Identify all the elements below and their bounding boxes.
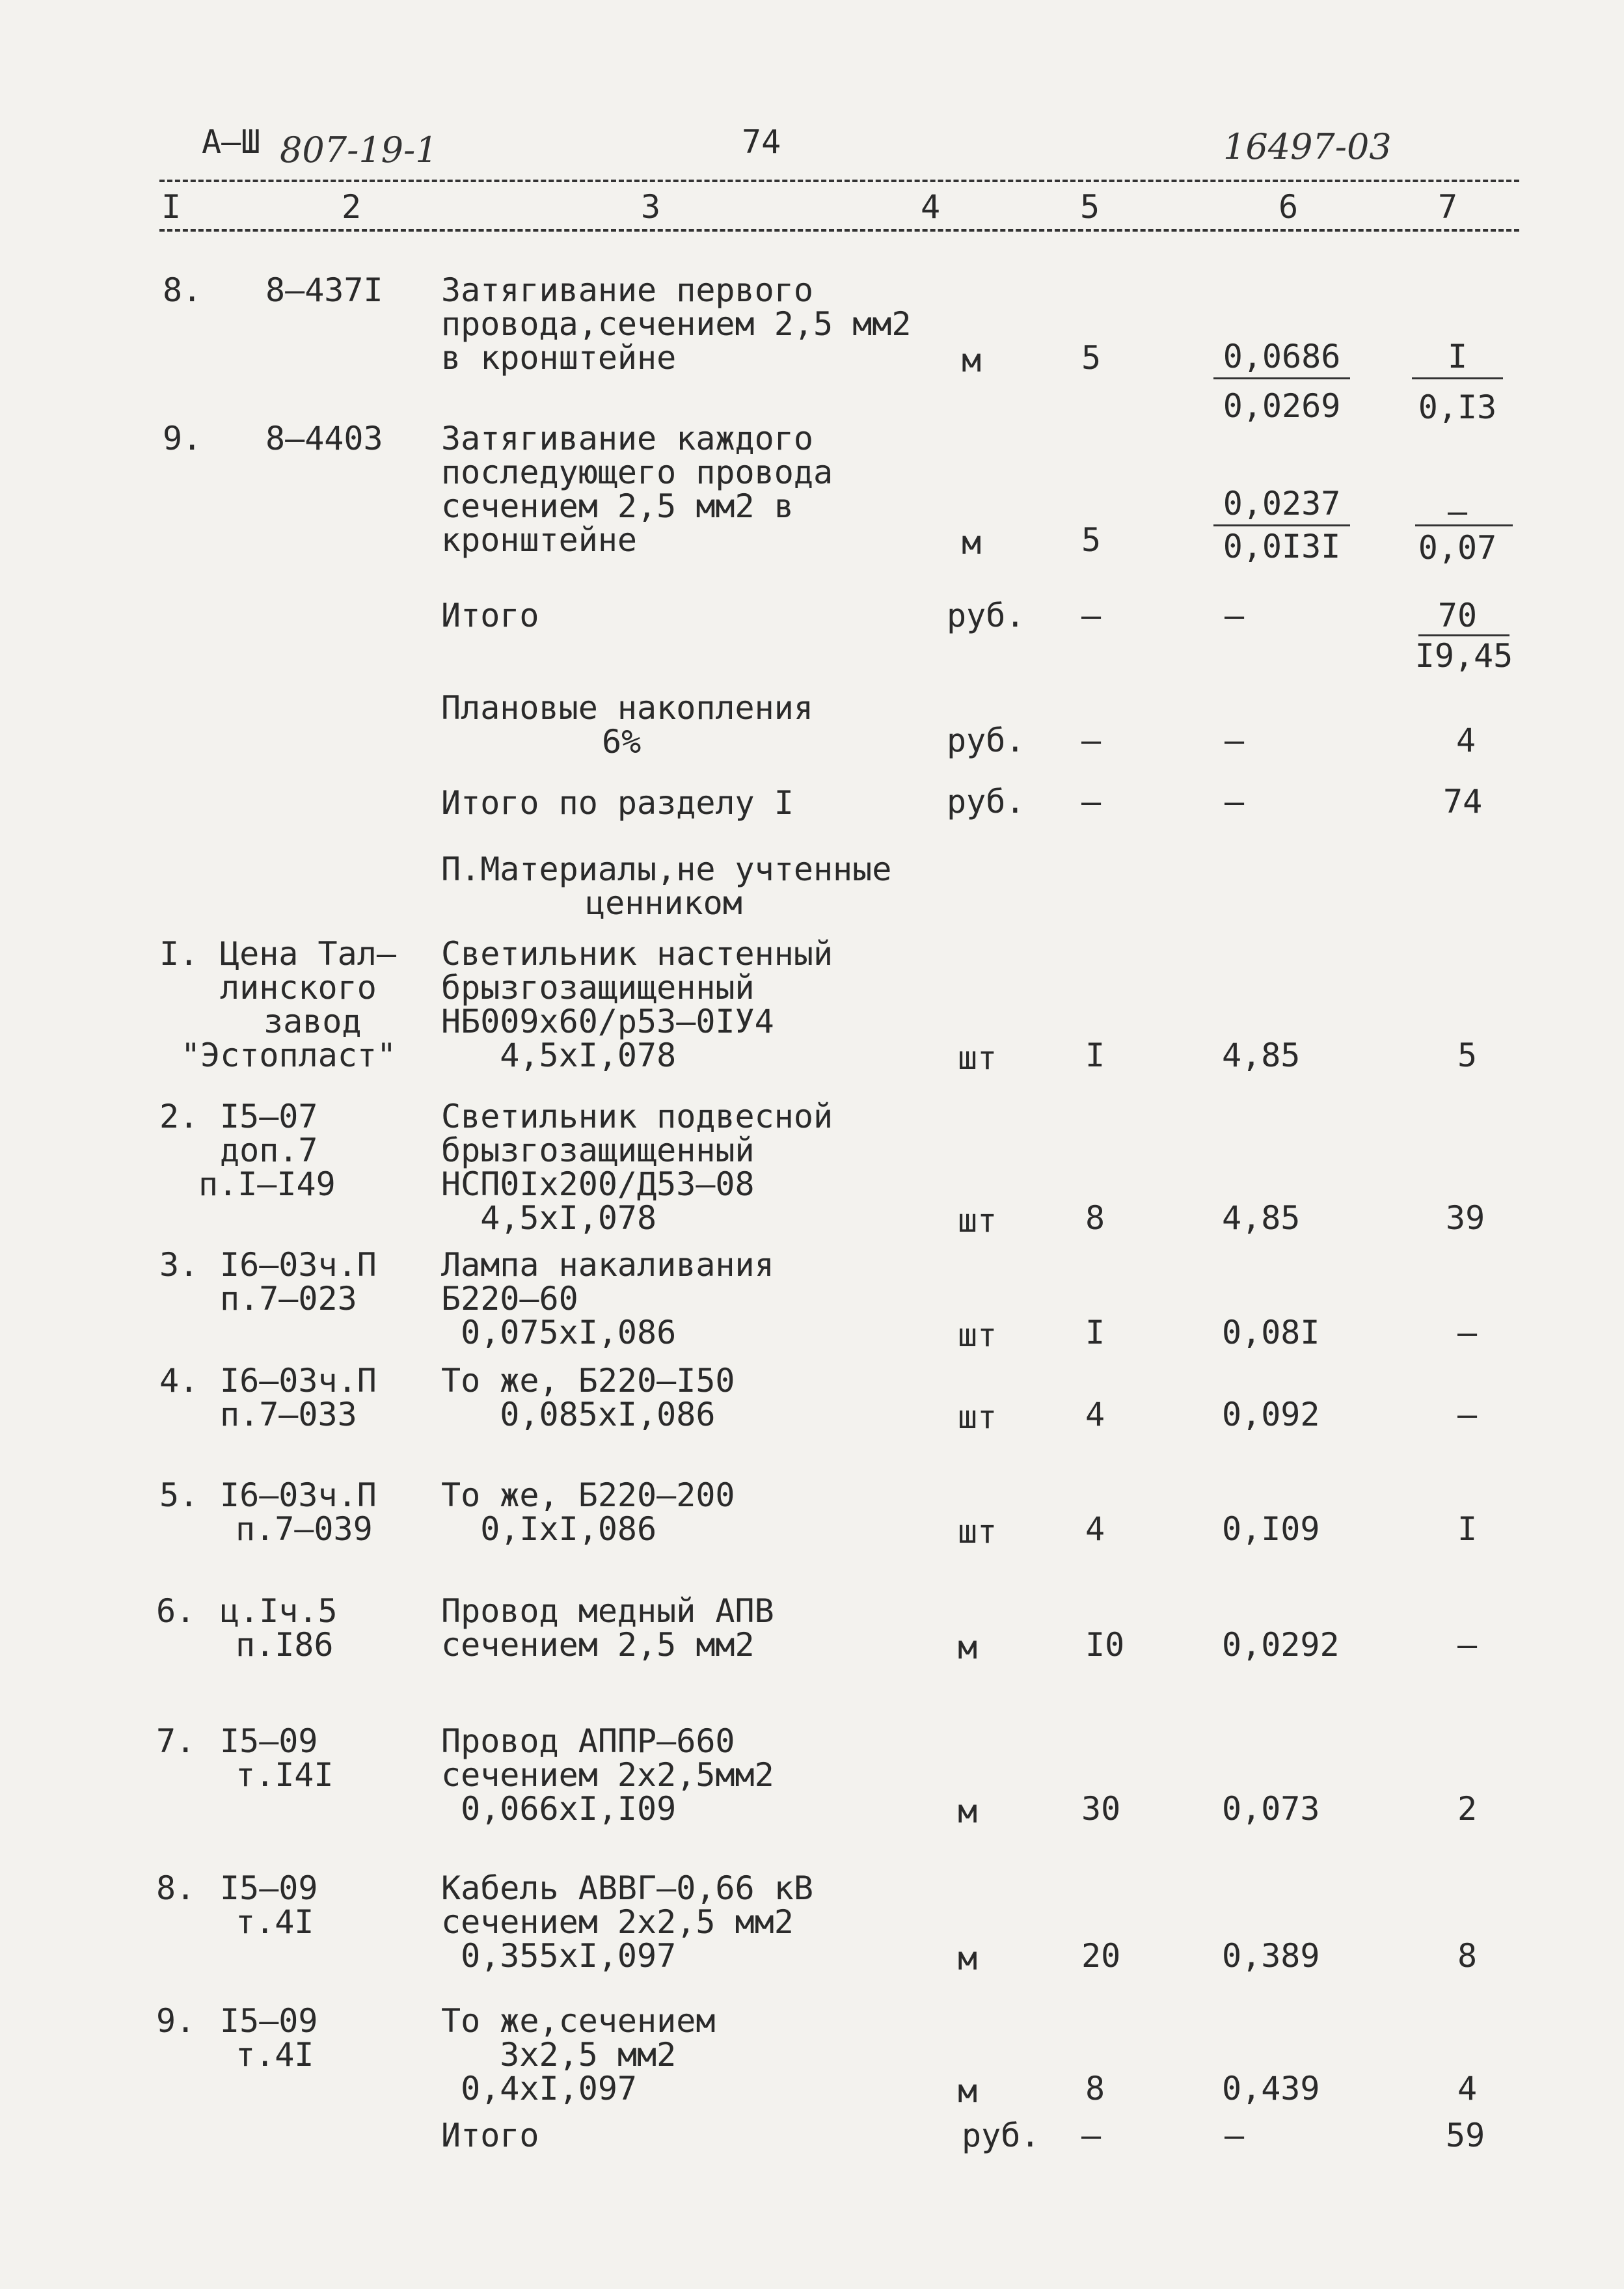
row-description-line: 3х2,5 мм2: [441, 2036, 677, 2074]
row-unit: м: [958, 2072, 978, 2110]
row-unit: шт: [958, 1398, 997, 1436]
row-description-line: в кронштейне: [441, 339, 677, 377]
row-unit: м: [958, 1940, 978, 1977]
total-numerator: –: [1447, 493, 1468, 530]
planned-savings-percent: 6%: [602, 723, 642, 761]
row-quantity: 30: [1081, 1790, 1121, 1828]
subtotal-quantity: –: [1081, 597, 1102, 634]
row-description-line: 0,085хI,086: [441, 1396, 716, 1433]
page-number: 74: [742, 123, 781, 161]
row-code: п.7–023: [220, 1280, 357, 1318]
planned-savings-label: Плановые накопления: [441, 689, 813, 727]
row-code: I6–03ч.П: [220, 1476, 377, 1514]
row-code: доп.7: [220, 1131, 318, 1169]
final-total-price: –: [1225, 2117, 1245, 2154]
section-total-value: 74: [1443, 783, 1483, 820]
subtotal-denominator: I9,45: [1414, 637, 1513, 675]
row-number: 7.: [156, 1722, 196, 1760]
row-description-line: 0,IхI,086: [441, 1510, 657, 1548]
column-header-3: 3: [641, 188, 661, 226]
row-code: I5–07: [220, 1098, 318, 1135]
fraction-line: [1415, 524, 1513, 526]
document-number: 16497-03: [1223, 126, 1392, 167]
fraction-line: [1213, 524, 1350, 526]
row-code: I5–09: [220, 1722, 318, 1760]
subtotal-label: Итого: [441, 597, 539, 634]
column-header-5: 5: [1080, 188, 1100, 226]
row-code: п.I86: [236, 1626, 334, 1664]
planned-savings-total: 4: [1456, 722, 1476, 759]
row-description-line: То же, Б220–I50: [441, 1362, 735, 1400]
final-total-quantity: –: [1081, 2117, 1102, 2154]
planned-savings-unit: руб.: [947, 722, 1025, 759]
row-quantity: 8: [1085, 1199, 1105, 1237]
row-description-line: Светильник подвесной: [441, 1098, 833, 1135]
row-description-line: НСП0Iх200/Д53–08: [441, 1165, 755, 1203]
row-description-line: 0,066хI,I09: [441, 1790, 677, 1828]
row-description-line: 4,5хI,078: [441, 1036, 677, 1074]
row-description-line: сечением 2,5 мм2 в: [441, 487, 794, 525]
column-header-4: 4: [921, 188, 941, 226]
row-description-line: сечением 2х2,5 мм2: [441, 1903, 794, 1941]
section-title: П.Материалы,не учтенные: [441, 850, 892, 888]
row-total: –: [1457, 1314, 1478, 1351]
row-price: 0,389: [1222, 1937, 1320, 1975]
row-description-line: последующего провода: [441, 454, 833, 491]
project-code: 807-19-1: [280, 129, 438, 170]
row-unit: шт: [958, 1316, 997, 1354]
row-code: I5–09: [220, 1869, 318, 1907]
row-quantity: 5: [1081, 521, 1102, 559]
total-denominator: 0,07: [1418, 529, 1497, 567]
subtotal-numerator: 70: [1437, 597, 1478, 634]
row-total: 5: [1457, 1036, 1478, 1074]
row-quantity: I: [1085, 1314, 1105, 1351]
price-denominator: 0,0I3I: [1223, 528, 1341, 565]
row-total: –: [1457, 1396, 1478, 1433]
row-description-line: Провод АППР–660: [441, 1722, 735, 1760]
row-description-line: брызгозащищенный: [441, 1131, 755, 1169]
column-header-6: 6: [1279, 188, 1299, 226]
row-code: I6–03ч.П: [220, 1246, 377, 1284]
column-header-1: I: [161, 188, 182, 226]
row-number: 8.: [163, 271, 202, 309]
row-unit: м: [958, 1793, 978, 1830]
row-price: 0,439: [1222, 2070, 1320, 2107]
subtotal-price: –: [1225, 597, 1245, 634]
fraction-line: [1418, 634, 1509, 636]
sheet-code: А–Ш: [202, 123, 261, 161]
row-code: завод: [264, 1003, 362, 1040]
column-header-7: 7: [1438, 188, 1458, 226]
header-rule-bottom: [159, 229, 1519, 232]
row-number: 5.: [159, 1476, 199, 1514]
row-code: "Эстопласт": [181, 1036, 397, 1074]
row-code: п.7–039: [236, 1510, 373, 1548]
row-description-line: Светильник настенный: [441, 935, 833, 973]
row-quantity: 4: [1085, 1396, 1105, 1433]
price-numerator: 0,0686: [1223, 338, 1341, 375]
final-total-unit: руб.: [962, 2117, 1040, 2154]
row-description-line: НБ009х60/р53–0IУ4: [441, 1003, 774, 1040]
section-total-unit: руб.: [947, 783, 1025, 820]
row-description-line: 0,4хI,097: [441, 2070, 638, 2107]
row-price: 4,85: [1222, 1199, 1301, 1237]
header-rule-top: [159, 180, 1519, 182]
row-code: Цена Тал–: [220, 935, 396, 973]
row-price: 0,073: [1222, 1790, 1320, 1828]
row-code: I6–03ч.П: [220, 1362, 377, 1400]
row-description-line: кронштейне: [441, 521, 638, 559]
fraction-line: [1213, 377, 1350, 379]
row-code: т.4I: [236, 1903, 314, 1941]
row-price: 4,85: [1222, 1036, 1301, 1074]
row-unit: м: [962, 524, 982, 562]
row-description-line: сечением 2х2,5мм2: [441, 1756, 774, 1794]
row-price: 0,08I: [1222, 1314, 1320, 1351]
row-price: 0,092: [1222, 1396, 1320, 1433]
row-description-line: То же,сечением: [441, 2002, 716, 2040]
row-quantity: I0: [1085, 1626, 1125, 1664]
row-quantity: 20: [1081, 1937, 1121, 1975]
row-number: I.: [159, 935, 199, 973]
row-number: 2.: [159, 1098, 199, 1135]
row-number: 9.: [163, 420, 202, 457]
row-unit: шт: [958, 1513, 997, 1551]
final-total-label: Итого: [441, 2117, 539, 2154]
row-code: т.I4I: [236, 1756, 334, 1794]
row-unit: м: [962, 342, 982, 379]
row-quantity: 5: [1081, 339, 1102, 377]
subtotal-unit: руб.: [947, 597, 1025, 634]
row-description-line: То же, Б220–200: [441, 1476, 735, 1514]
row-description-line: Кабель АВВГ–0,66 кВ: [441, 1869, 813, 1907]
row-description-line: 0,355хI,097: [441, 1937, 677, 1975]
row-description-line: Провод медный АПВ: [441, 1592, 774, 1630]
row-description-line: Б220–60: [441, 1280, 578, 1318]
row-code: п.7–033: [220, 1396, 357, 1433]
row-total: 8: [1457, 1937, 1478, 1975]
row-code: 8–4403: [265, 420, 383, 457]
row-code: I5–09: [220, 2002, 318, 2040]
row-description-line: брызгозащищенный: [441, 969, 755, 1007]
row-description-line: 0,075хI,086: [441, 1314, 677, 1351]
total-numerator: I: [1447, 338, 1468, 375]
row-total: 39: [1446, 1199, 1485, 1237]
row-code: ц.Iч.5: [220, 1592, 338, 1630]
row-unit: шт: [958, 1039, 997, 1077]
row-quantity: I: [1085, 1036, 1105, 1074]
fraction-line: [1412, 377, 1503, 379]
section-total-quantity: –: [1081, 783, 1102, 820]
row-number: 4.: [159, 1362, 199, 1400]
row-number: 3.: [159, 1246, 199, 1284]
section-total-label: Итого по разделу I: [441, 784, 794, 822]
row-total: –: [1457, 1626, 1478, 1664]
price-numerator: 0,0237: [1223, 485, 1341, 522]
row-description-line: провода,сечением 2,5 мм2: [441, 305, 912, 343]
row-code: линского: [220, 969, 377, 1007]
row-price: 0,I09: [1222, 1510, 1320, 1548]
row-code: 8–437I: [265, 271, 383, 309]
planned-savings-price: –: [1225, 722, 1245, 759]
section-total-price: –: [1225, 783, 1245, 820]
row-number: 6.: [156, 1592, 196, 1630]
row-unit: м: [958, 1629, 978, 1666]
row-unit: шт: [958, 1202, 997, 1239]
row-description-line: 4,5хI,078: [441, 1199, 657, 1237]
row-total: I: [1457, 1510, 1478, 1548]
row-code: п.I–I49: [198, 1165, 336, 1203]
row-code: т.4I: [236, 2036, 314, 2074]
row-description-line: Затягивание первого: [441, 271, 813, 309]
row-total: 4: [1457, 2070, 1478, 2107]
final-total-value: 59: [1446, 2117, 1485, 2154]
row-quantity: 8: [1085, 2070, 1105, 2107]
row-number: 9.: [156, 2002, 196, 2040]
total-denominator: 0,I3: [1418, 388, 1497, 426]
row-description-line: Затягивание каждого: [441, 420, 813, 457]
row-quantity: 4: [1085, 1510, 1105, 1548]
column-header-2: 2: [342, 188, 362, 226]
row-number: 8.: [156, 1869, 196, 1907]
row-description-line: сечением 2,5 мм2: [441, 1626, 755, 1664]
section-title: ценником: [586, 884, 742, 922]
price-denominator: 0,0269: [1223, 387, 1341, 425]
row-description-line: Лампа накаливания: [441, 1246, 774, 1284]
planned-savings-quantity: –: [1081, 722, 1102, 759]
row-total: 2: [1457, 1790, 1478, 1828]
row-price: 0,0292: [1222, 1626, 1340, 1664]
